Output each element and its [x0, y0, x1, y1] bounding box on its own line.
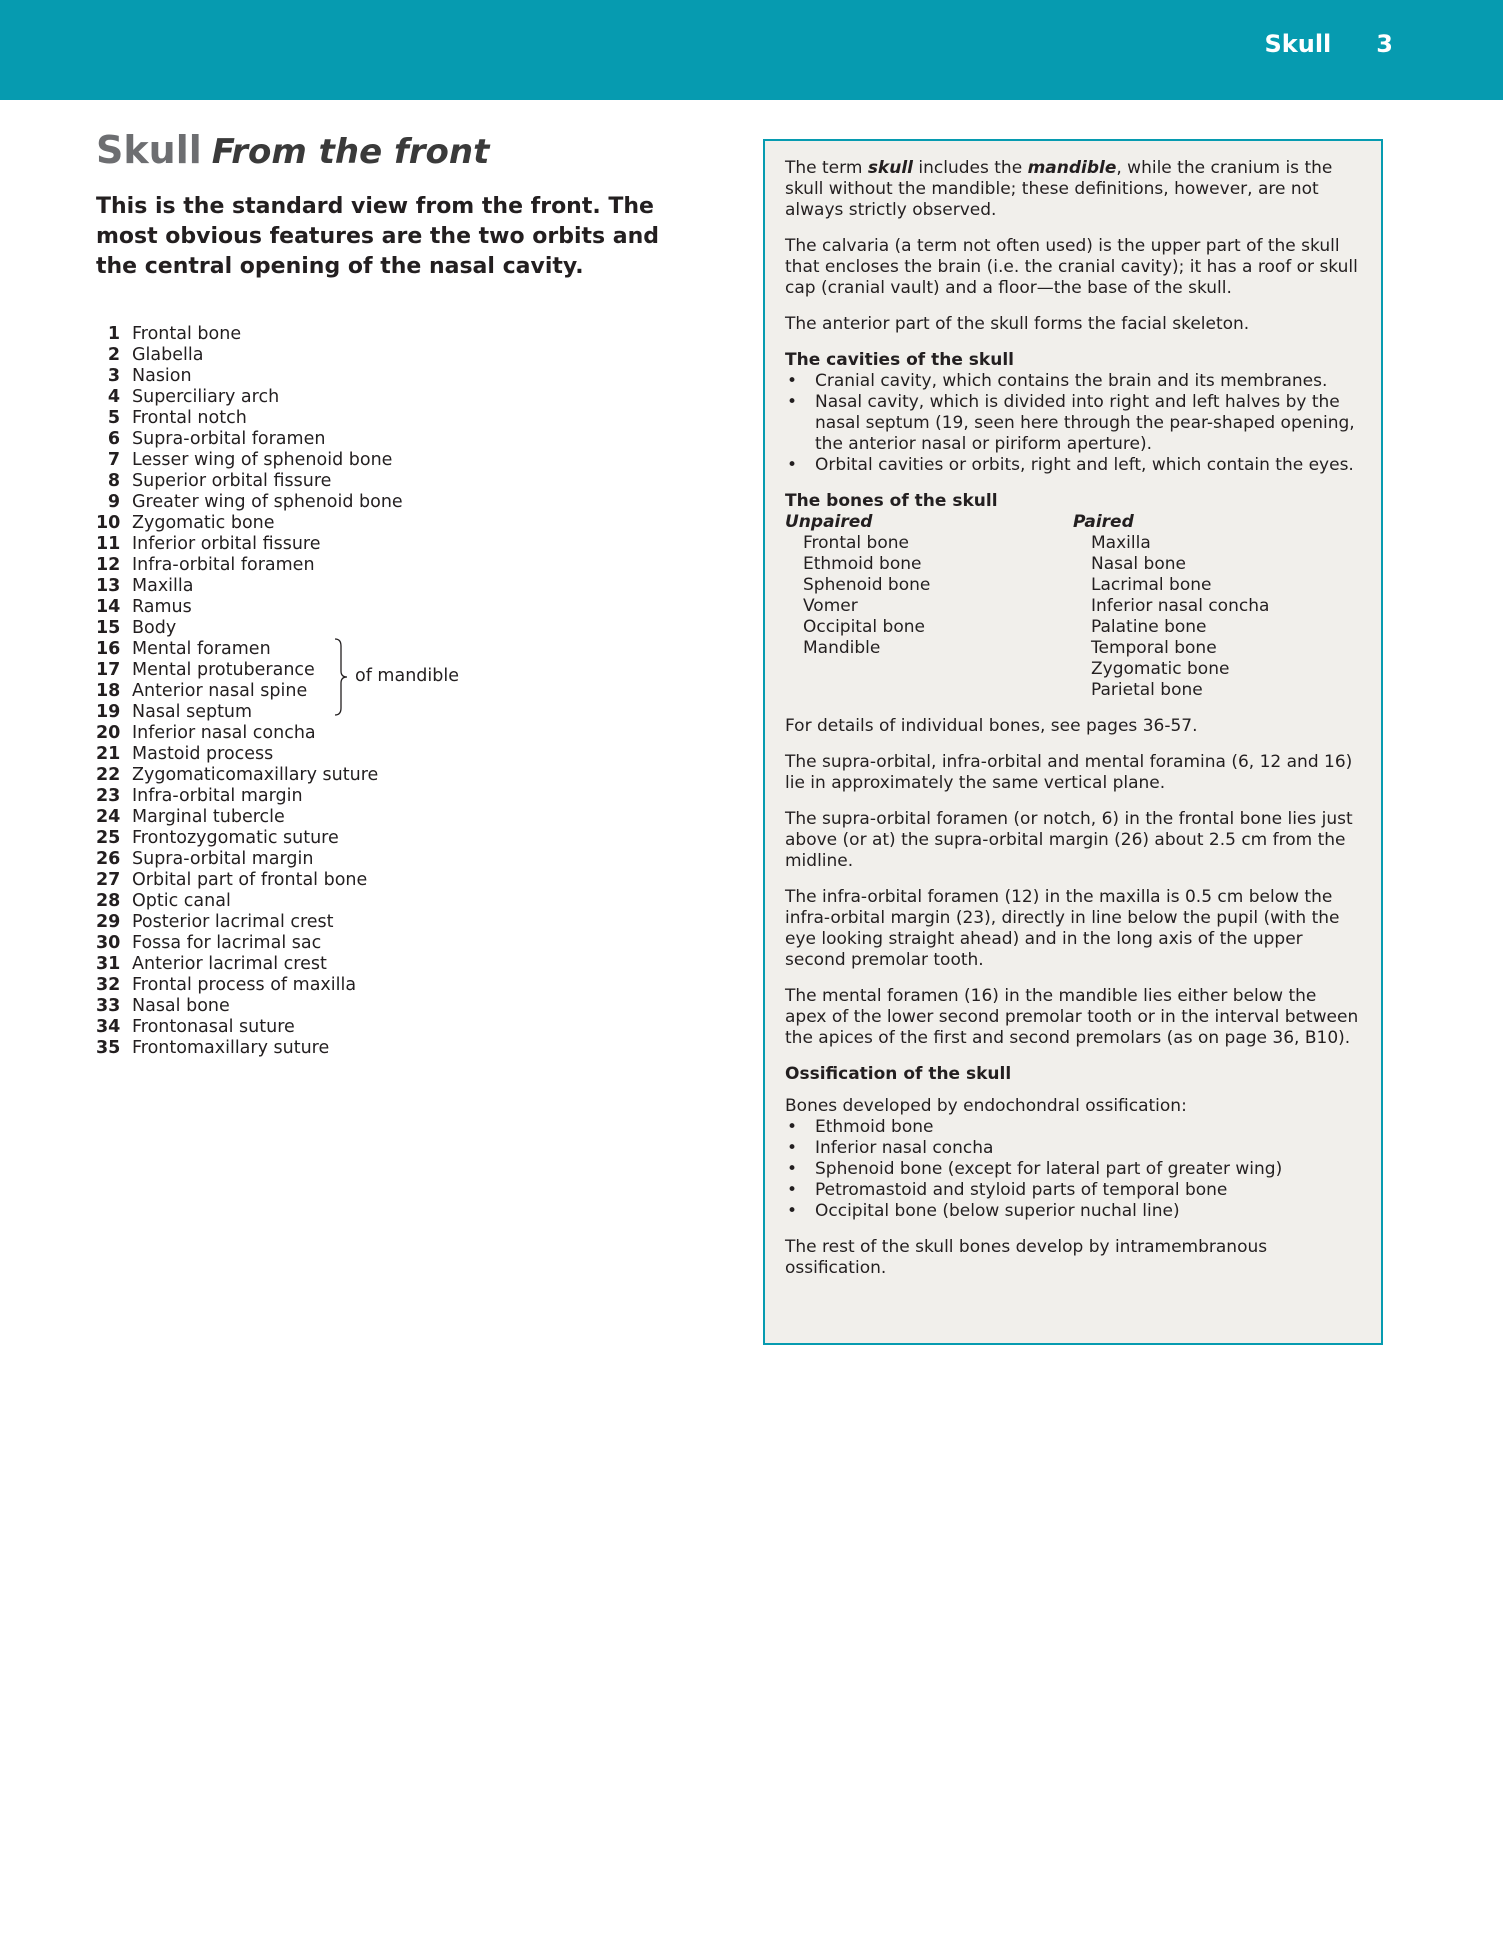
ossification-list	[785, 1117, 1361, 1222]
legend-label: Lesser wing of sphenoid bone	[132, 449, 393, 470]
legend-item	[96, 723, 696, 744]
cavities-list	[785, 371, 1361, 476]
legend-item	[96, 534, 696, 555]
legend-item	[96, 996, 696, 1017]
panel-paragraph-1	[785, 158, 1361, 221]
legend-item	[96, 471, 696, 492]
legend-item	[96, 954, 696, 975]
bullet-item	[785, 1138, 1361, 1159]
legend-number: 35	[96, 1037, 121, 1058]
legend-number: 5	[107, 407, 120, 428]
legend-item	[96, 639, 696, 660]
bullet-icon: •	[787, 1117, 798, 1137]
legend-number: 20	[96, 722, 121, 743]
bullet-item	[785, 1180, 1361, 1201]
legend-label: Greater wing of sphenoid bone	[132, 491, 403, 512]
legend-label: Frontonasal suture	[132, 1016, 295, 1037]
panel-paragraph-2: The calvaria (a term not often used) is the upper part of the skull that encloses the brain (i.e. the cranial cavity); it has a roof or skull cap (cranial vault) and a floor—the base of the skull.	[785, 236, 1358, 298]
bullet-text: Occipital bone (below superior nuchal line)	[815, 1201, 1180, 1221]
legend-item	[96, 870, 696, 891]
legend-number: 25	[96, 827, 121, 848]
bone-item: Frontal bone	[803, 533, 909, 553]
mandible-bracket	[333, 638, 353, 716]
legend-label: Supra-orbital margin	[132, 848, 314, 869]
legend-number: 17	[96, 659, 121, 680]
bone-item: Occipital bone	[803, 617, 925, 637]
page-title	[96, 128, 696, 174]
legend-number: 1	[107, 323, 120, 344]
legend-item	[96, 324, 696, 345]
legend-item	[96, 576, 696, 597]
bones-columns	[785, 512, 1361, 701]
legend-item	[96, 618, 696, 639]
bone-item: Zygomatic bone	[1091, 659, 1230, 679]
bullet-text: Nasal cavity, which is divided into right and left halves by the nasal septum (19, seen here through the pear-shaped opening, the anterior nasal or piriform aperture).	[815, 392, 1355, 454]
legend-number: 22	[96, 764, 121, 785]
ossification-intro: Bones developed by endochondral ossification:	[785, 1096, 1187, 1116]
legend-item	[96, 765, 696, 786]
legend-number: 10	[96, 512, 121, 533]
bone-item: Palatine bone	[1091, 617, 1207, 637]
legend-label: Inferior orbital fissure	[132, 533, 321, 554]
legend-label: Nasal septum	[132, 701, 253, 722]
ossification-heading: Ossification of the skull	[785, 1064, 1012, 1084]
bone-item: Parietal bone	[1091, 680, 1203, 700]
legend-number: 11	[96, 533, 121, 554]
bullet-text: Sphenoid bone (except for lateral part of greater wing)	[815, 1159, 1283, 1179]
bones-heading: The bones of the skull	[785, 491, 998, 511]
legend-item	[96, 933, 696, 954]
legend-label: Fossa for lacrimal sac	[132, 932, 322, 953]
header-bar	[0, 0, 1503, 100]
legend-number: 18	[96, 680, 121, 701]
legend-label: Frontomaxillary suture	[132, 1037, 330, 1058]
legend-label: Anterior lacrimal crest	[132, 953, 327, 974]
legend-number: 6	[107, 428, 120, 449]
bullet-item	[785, 1117, 1361, 1138]
legend-number: 26	[96, 848, 121, 869]
legend-item	[96, 387, 696, 408]
legend-item	[96, 492, 696, 513]
bone-item: Maxilla	[1091, 533, 1151, 553]
legend-number: 32	[96, 974, 121, 995]
panel-paragraph-7: The infra-orbital foramen (12) in the maxilla is 0.5 cm below the infra-orbital margin (23), directly in line below the pupil (with the eye looking straight ahead) and in the long axis of the upper second premolar tooth.	[785, 887, 1340, 970]
bone-item: Lacrimal bone	[1091, 575, 1212, 595]
intro-text: This is the standard view from the front. The most obvious features are the two orbits and the central opening of the nasal cavity.	[96, 193, 660, 279]
paired-column	[1073, 512, 1361, 701]
term-skull: skull	[867, 158, 913, 178]
legend-item	[96, 786, 696, 807]
legend-number: 23	[96, 785, 121, 806]
legend-item	[96, 702, 696, 723]
legend-number: 27	[96, 869, 121, 890]
legend-number: 16	[96, 638, 121, 659]
legend-item	[96, 429, 696, 450]
bullet-item	[785, 455, 1361, 476]
text-run: includes the	[913, 158, 1028, 178]
legend-item	[96, 597, 696, 618]
legend-number: 13	[96, 575, 121, 596]
section-title: Skull	[1264, 30, 1332, 58]
bullet-icon: •	[787, 392, 798, 412]
legend-item	[96, 891, 696, 912]
legend-label: Maxilla	[132, 575, 194, 596]
legend-item	[96, 366, 696, 387]
bullet-icon: •	[787, 455, 798, 475]
legend-label: Nasal bone	[132, 995, 230, 1016]
legend-label: Superciliary arch	[132, 386, 280, 407]
bullet-icon: •	[787, 1180, 798, 1200]
legend-number: 24	[96, 806, 121, 827]
panel-paragraph-9: The rest of the skull bones develop by intramembranous ossification.	[785, 1237, 1268, 1278]
legend-number: 34	[96, 1016, 121, 1037]
bullet-text: Orbital cavities or orbits, right and left, which contain the eyes.	[815, 455, 1354, 475]
legend-number: 31	[96, 953, 121, 974]
bullet-item	[785, 1159, 1361, 1180]
bullet-icon: •	[787, 1159, 798, 1179]
legend-label: Frontal notch	[132, 407, 247, 428]
legend-item	[96, 408, 696, 429]
legend-number: 21	[96, 743, 121, 764]
running-head	[1265, 30, 1394, 58]
legend-label: Anterior nasal spine	[132, 680, 308, 701]
legend-number: 4	[107, 386, 120, 407]
bullet-icon: •	[787, 371, 798, 391]
legend-item	[96, 849, 696, 870]
legend-label: Mental protuberance	[132, 659, 315, 680]
term-mandible: mandible	[1027, 158, 1117, 178]
legend-label: Nasion	[132, 365, 192, 386]
legend-label: Supra-orbital foramen	[132, 428, 326, 449]
legend-number: 9	[107, 491, 120, 512]
legend-item	[96, 1017, 696, 1038]
legend-label: Infra-orbital foramen	[132, 554, 315, 575]
legend-label: Mental foramen	[132, 638, 271, 659]
legend-item	[96, 744, 696, 765]
legend-number: 12	[96, 554, 121, 575]
legend-number: 19	[96, 701, 121, 722]
unpaired-column	[785, 512, 1073, 701]
legend-number: 15	[96, 617, 121, 638]
legend-item	[96, 1038, 696, 1059]
legend-number: 33	[96, 995, 121, 1016]
legend-number: 7	[107, 449, 120, 470]
legend-label: Frontal bone	[132, 323, 242, 344]
legend-label: Ramus	[132, 596, 192, 617]
panel-paragraph-3: The anterior part of the skull forms the facial skeleton.	[785, 314, 1250, 334]
legend-label: Optic canal	[132, 890, 231, 911]
legend-label: Marginal tubercle	[132, 806, 285, 827]
bone-item: Sphenoid bone	[803, 575, 931, 595]
legend-label: Orbital part of frontal bone	[132, 869, 368, 890]
legend-label: Inferior nasal concha	[132, 722, 316, 743]
text-run: The term	[785, 158, 868, 178]
title-main: Skull	[96, 128, 202, 172]
legend-label: Frontozygomatic suture	[132, 827, 339, 848]
legend-item	[96, 975, 696, 996]
unpaired-heading: Unpaired	[785, 512, 873, 532]
legend-label: Zygomaticomaxillary suture	[132, 764, 379, 785]
legend-label: Mastoid process	[132, 743, 274, 764]
bullet-icon: •	[787, 1201, 798, 1221]
legend-label: Glabella	[132, 344, 204, 365]
legend-label: Body	[132, 617, 177, 638]
panel-paragraph-4: For details of individual bones, see pages 36-57.	[785, 716, 1198, 736]
legend-number: 30	[96, 932, 121, 953]
legend-item	[96, 513, 696, 534]
info-panel	[763, 139, 1383, 1345]
bullet-text: Ethmoid bone	[815, 1117, 934, 1137]
legend-label: Infra-orbital margin	[132, 785, 303, 806]
legend-label: Frontal process of maxilla	[132, 974, 357, 995]
bracket-label: of mandible	[355, 665, 460, 686]
legend-number: 28	[96, 890, 121, 911]
legend-item	[96, 345, 696, 366]
bullet-icon: •	[787, 1138, 798, 1158]
legend-number: 29	[96, 911, 121, 932]
bullet-text: Inferior nasal concha	[815, 1138, 994, 1158]
legend-number: 8	[107, 470, 120, 491]
legend-number: 2	[107, 344, 120, 365]
legend-label: Zygomatic bone	[132, 512, 275, 533]
panel-paragraph-5: The supra-orbital, infra-orbital and mental foramina (6, 12 and 16) lie in approximately the same vertical plane.	[785, 752, 1353, 793]
legend-label: Superior orbital fissure	[132, 470, 332, 491]
panel-paragraph-6: The supra-orbital foramen (or notch, 6) in the frontal bone lies just above (or at) the supra-orbital margin (26) about 2.5 cm from the midline.	[785, 809, 1353, 871]
legend-label: Posterior lacrimal crest	[132, 911, 334, 932]
title-sub: From the front	[211, 132, 490, 172]
bullet-item	[785, 371, 1361, 392]
bone-item: Temporal bone	[1091, 638, 1217, 658]
legend-item	[96, 828, 696, 849]
left-column	[96, 128, 696, 1059]
bone-item: Ethmoid bone	[803, 554, 922, 574]
text-run: , while the cranium is the skull without the mandible; these definitions, however, are not always strictly observed.	[785, 158, 1333, 220]
panel-paragraph-8: The mental foramen (16) in the mandible lies either below the apex of the lower second premolar tooth or in the interval between the apices of the first and second premolars (as on page 36, B10).	[785, 986, 1359, 1048]
page-number: 3	[1376, 30, 1393, 58]
legend-item	[96, 555, 696, 576]
legend-item	[96, 450, 696, 471]
bullet-item	[785, 1201, 1361, 1222]
cavities-heading: The cavities of the skull	[785, 350, 1014, 370]
bullet-text: Cranial cavity, which contains the brain and its membranes.	[815, 371, 1328, 391]
legend-number: 3	[107, 365, 120, 386]
bone-item: Mandible	[803, 638, 881, 658]
legend-item	[96, 912, 696, 933]
bullet-text: Petromastoid and styloid parts of temporal bone	[815, 1180, 1228, 1200]
bone-item: Inferior nasal concha	[1091, 596, 1270, 616]
bone-item: Nasal bone	[1091, 554, 1186, 574]
legend-list	[96, 324, 696, 1059]
bone-item: Vomer	[803, 596, 858, 616]
paired-heading: Paired	[1073, 512, 1134, 532]
legend-item	[96, 807, 696, 828]
legend-number: 14	[96, 596, 121, 617]
bullet-item	[785, 392, 1361, 455]
